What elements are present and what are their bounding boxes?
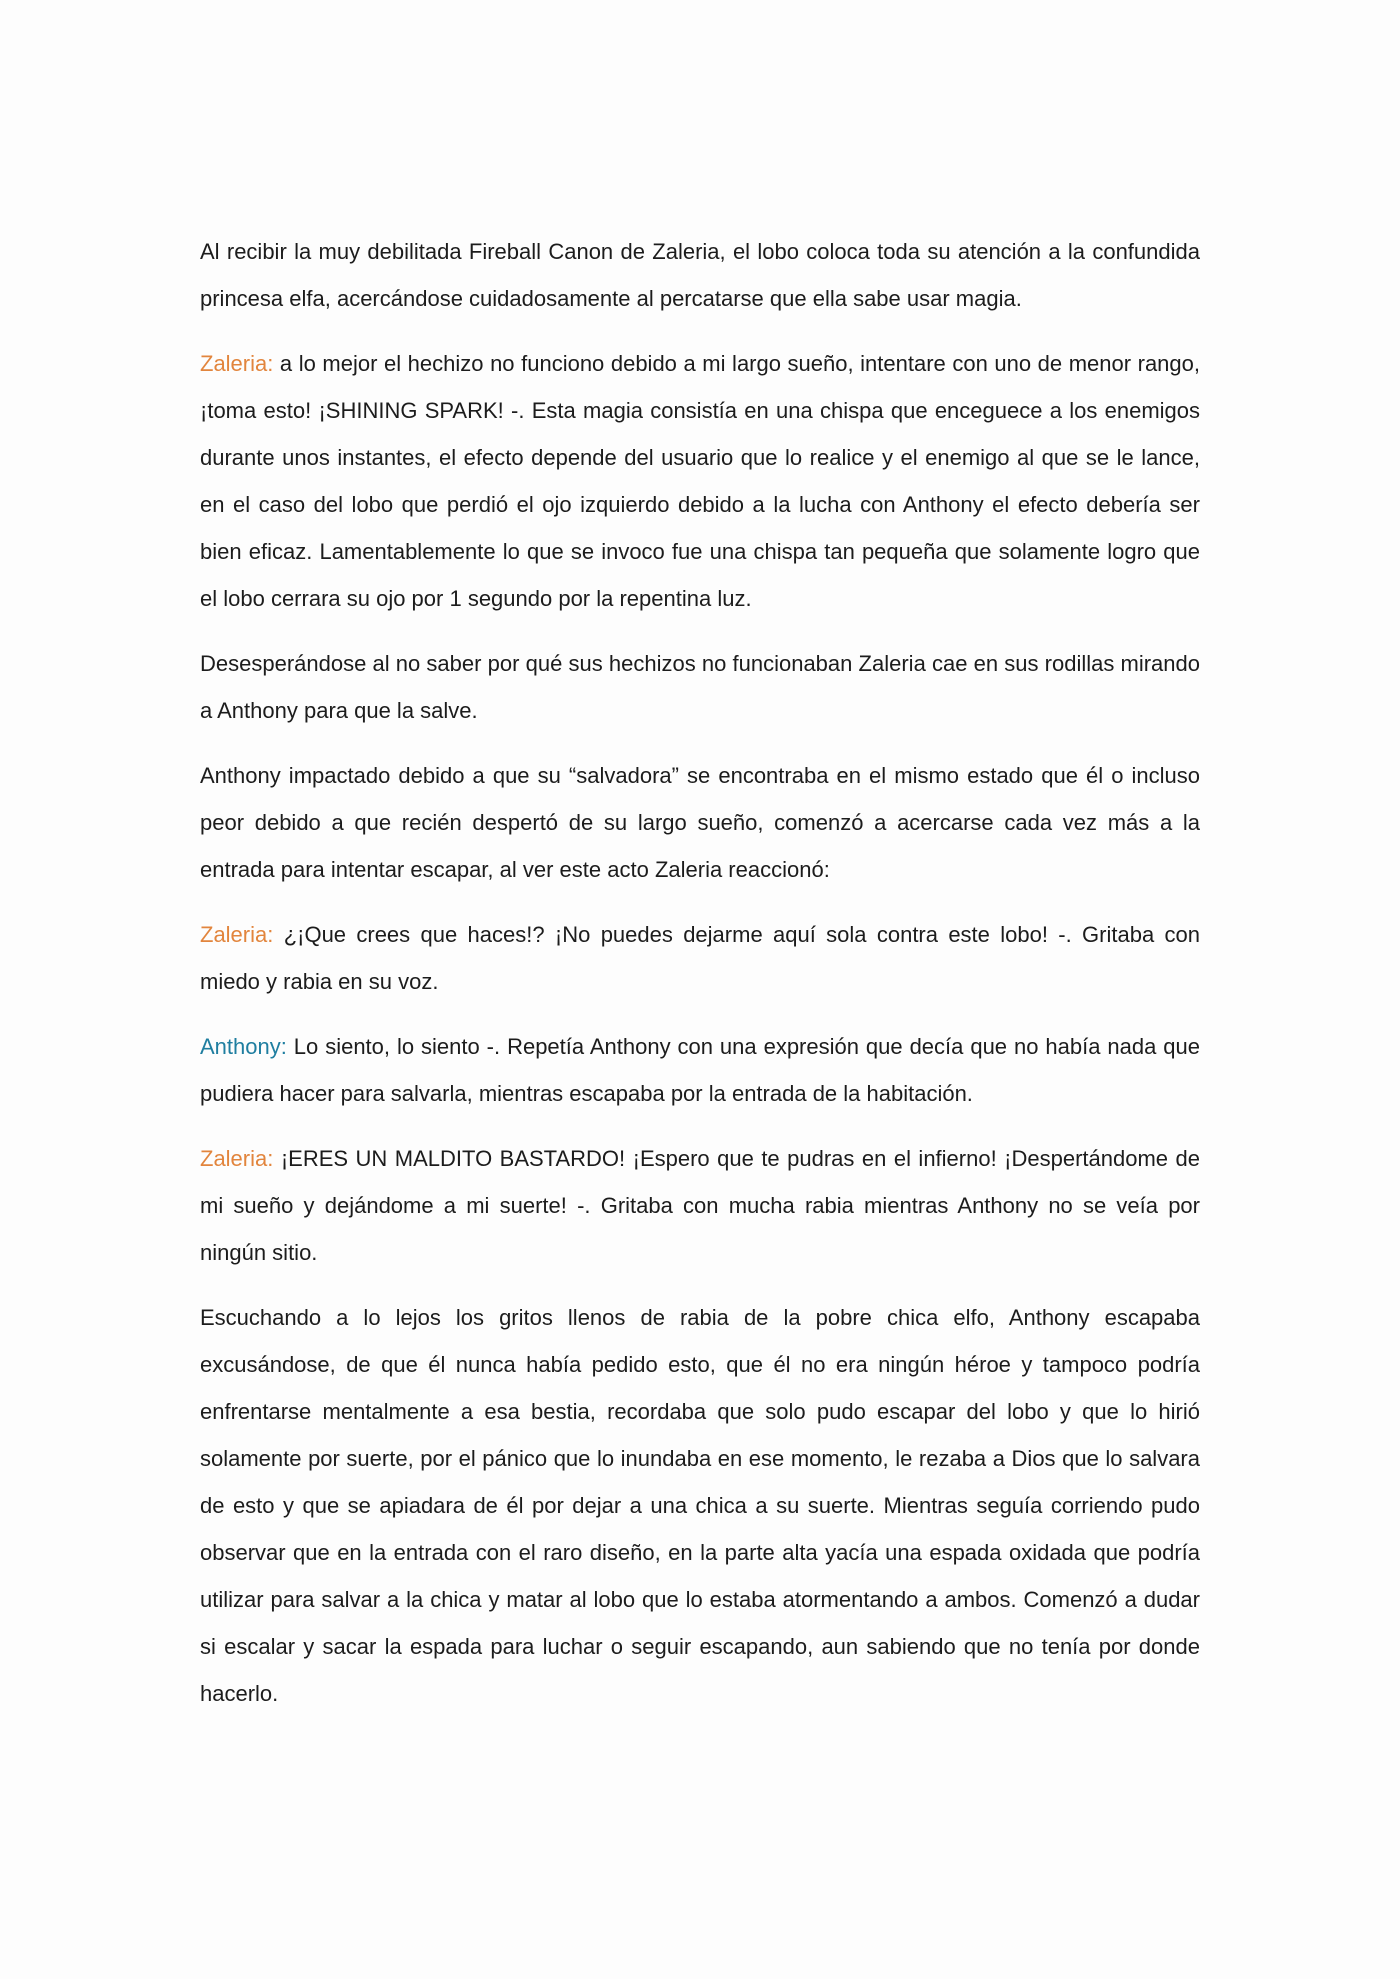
paragraph-5 <box>200 911 1200 1005</box>
paragraph-text: a lo mejor el hechizo no funciono debido a mi largo sueño, intentare con uno de menor rango, ¡toma esto! ¡SHINING SPARK! -. Esta magia consistía en una chispa que enceguece a los enemigos durante unos instantes, el efecto depende del usuario que lo realice y el enemigo al que se le lance, en el caso del lobo que perdió el ojo izquierdo debido a la lucha con Anthony el efecto debería ser bien eficaz. Lamentablemente lo que se invoco fue una chispa tan pequeña que solamente logro que el lobo cerrara su ojo por 1 segundo por la repentina luz. <box>200 351 1200 611</box>
speaker-label-zaleria: Zaleria: <box>200 1146 274 1171</box>
paragraph-text: Desesperándose al no saber por qué sus hechizos no funcionaban Zaleria cae en sus rodillas mirando a Anthony para que la salve. <box>200 651 1200 723</box>
paragraph-2 <box>200 340 1200 622</box>
paragraph-4 <box>200 752 1200 893</box>
document-body <box>200 228 1200 1735</box>
paragraph-text: Escuchando a lo lejos los gritos llenos de rabia de la pobre chica elfo, Anthony escapaba excusándose, de que él nunca había pedido esto, que él no era ningún héroe y tampoco podría enfrentarse mentalmente a esa bestia, recordaba que solo pudo escapar del lobo y que lo hirió solamente por suerte, por el pánico que lo inundaba en ese momento, le rezaba a Dios que lo salvara de esto y que se apiadara de él por dejar a una chica a su suerte. Mientras seguía corriendo pudo observar que en la entrada con el raro diseño, en la parte alta yacía una espada oxidada que podría utilizar para salvar a la chica y matar al lobo que lo estaba atormentando a ambos. Comenzó a dudar si escalar y sacar la espada para luchar o seguir escapando, aun sabiendo que no tenía por donde hacerlo. <box>200 1305 1200 1706</box>
paragraph-text: ¡ERES UN MALDITO BASTARDO! ¡Espero que te pudras en el infierno! ¡Despertándome de mi sueño y dejándome a mi suerte! -. Gritaba con mucha rabia mientras Anthony no se veía por ningún sitio. <box>200 1146 1200 1265</box>
speaker-label-zaleria: Zaleria: <box>200 922 274 947</box>
paragraph-3 <box>200 640 1200 734</box>
paragraph-8 <box>200 1294 1200 1717</box>
paragraph-text: Al recibir la muy debilitada Fireball Canon de Zaleria, el lobo coloca toda su atención a la confundida princesa elfa, acercándose cuidadosamente al percatarse que ella sabe usar magia. <box>200 239 1200 311</box>
speaker-label-anthony: Anthony: <box>200 1034 287 1059</box>
paragraph-7 <box>200 1135 1200 1276</box>
paragraph-text: Lo siento, lo siento -. Repetía Anthony con una expresión que decía que no había nada que pudiera hacer para salvarla, mientras escapaba por la entrada de la habitación. <box>200 1034 1200 1106</box>
paragraph-text: ¿¡Que crees que haces!? ¡No puedes dejarme aquí sola contra este lobo! -. Gritaba con miedo y rabia en su voz. <box>200 922 1200 994</box>
paragraph-6 <box>200 1023 1200 1117</box>
paragraph-text: Anthony impactado debido a que su “salvadora” se encontraba en el mismo estado que él o incluso peor debido a que recién despertó de su largo sueño, comenzó a acercarse cada vez más a la entrada para intentar escapar, al ver este acto Zaleria reaccionó: <box>200 763 1200 882</box>
paragraph-1 <box>200 228 1200 322</box>
speaker-label-zaleria: Zaleria: <box>200 351 274 376</box>
